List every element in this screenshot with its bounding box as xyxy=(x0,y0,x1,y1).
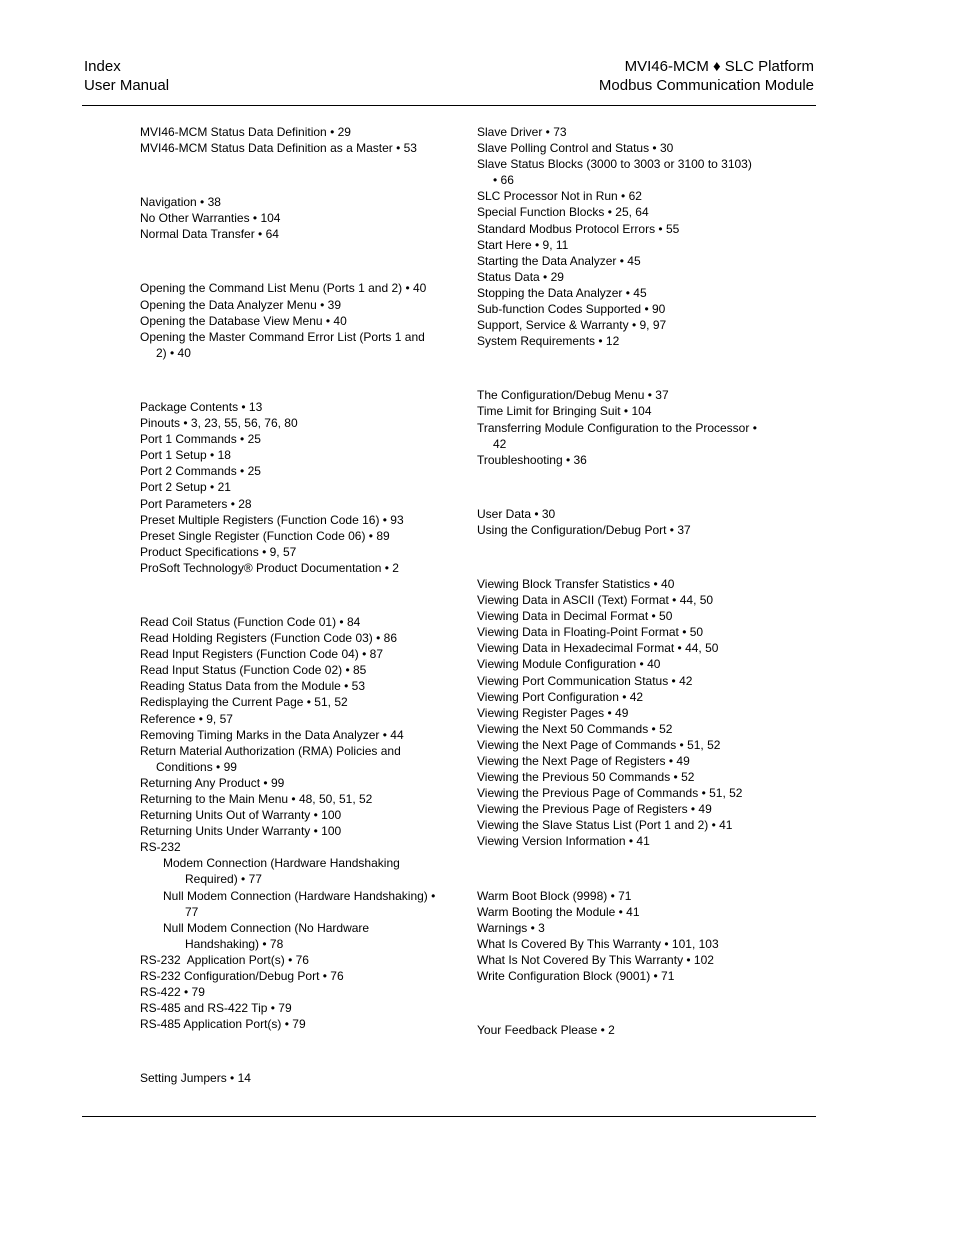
index-entry[interactable]: Using the Configuration/Debug Port • 37 xyxy=(477,522,691,537)
header-doc-type: User Manual xyxy=(84,77,170,94)
index-group-y xyxy=(477,1022,757,1038)
index-entry[interactable]: Read Input Status (Function Code 02) • 85 xyxy=(140,663,367,678)
index-entry[interactable]: Removing Timing Marks in the Data Analyzer • 44 xyxy=(140,727,404,742)
index-entry[interactable]: Redisplaying the Current Page • 51, 52 xyxy=(140,695,348,710)
index-entry[interactable]: The Configuration/Debug Menu • 37 xyxy=(477,388,669,403)
index-entry[interactable]: Viewing Port Configuration • 42 xyxy=(477,689,644,704)
index-group-r xyxy=(140,614,440,1032)
index-subentry[interactable]: Null Modem Connection (Hardware Handshaking) • 77 xyxy=(163,888,436,919)
index-entry[interactable]: Product Specifications • 9, 57 xyxy=(140,544,297,559)
index-entry[interactable]: Opening the Master Command Error List (Ports 1 and 2) • 40 xyxy=(140,329,425,360)
index-entry[interactable]: Slave Polling Control and Status • 30 xyxy=(477,141,674,156)
header-product: MVI46-MCM ♦ SLC Platform xyxy=(624,58,814,75)
index-entry[interactable]: RS-232 Application Port(s) • 76 xyxy=(140,952,309,967)
index-entry[interactable]: Viewing Register Pages • 49 xyxy=(477,705,629,720)
index-entry[interactable]: Special Function Blocks • 25, 64 xyxy=(477,205,649,220)
index-entry[interactable]: RS-485 Application Port(s) • 79 xyxy=(140,1017,306,1032)
index-entry[interactable]: Warnings • 3 xyxy=(477,920,545,935)
header-product-subtitle: Modbus Communication Module xyxy=(598,77,814,94)
index-entry[interactable]: SLC Processor Not in Run • 62 xyxy=(477,189,642,204)
index-entry[interactable]: ProSoft Technology® Product Documentation • 2 xyxy=(140,560,399,575)
index-group-s-cont xyxy=(477,124,757,349)
index-entry[interactable]: Viewing Data in Decimal Format • 50 xyxy=(477,609,673,624)
index-entry[interactable]: Port 1 Setup • 18 xyxy=(140,448,231,463)
index-entry[interactable]: Viewing the Previous 50 Commands • 52 xyxy=(477,770,695,785)
index-entry[interactable]: Preset Single Register (Function Code 06) • 89 xyxy=(140,528,390,543)
index-entry[interactable]: Time Limit for Bringing Suit • 104 xyxy=(477,404,652,419)
index-entry[interactable]: Viewing the Slave Status List (Port 1 and 2) • 41 xyxy=(477,818,733,833)
index-entry[interactable]: Port 2 Setup • 21 xyxy=(140,480,231,495)
index-entry[interactable]: Preset Multiple Registers (Function Code 16) • 93 xyxy=(140,512,404,527)
header-divider xyxy=(82,105,816,106)
index-entry[interactable]: Return Material Authorization (RMA) Policies and Conditions • 99 xyxy=(140,743,401,774)
index-entry[interactable]: Sub-function Codes Supported • 90 xyxy=(477,302,666,317)
index-entry[interactable]: What Is Covered By This Warranty • 101, 103 xyxy=(477,936,719,951)
index-column-left xyxy=(140,124,440,1125)
index-entry[interactable]: RS-232 xyxy=(140,840,181,855)
index-group-m xyxy=(140,124,440,156)
index-subentry[interactable]: Modem Connection (Hardware Handshaking Required) • 77 xyxy=(163,856,400,887)
index-group-t xyxy=(477,387,757,467)
index-entry[interactable]: RS-422 • 79 xyxy=(140,985,205,1000)
index-entry[interactable]: Port 2 Commands • 25 xyxy=(140,464,261,479)
index-entry[interactable]: Read Holding Registers (Function Code 03) • 86 xyxy=(140,631,398,646)
index-entry[interactable]: Viewing Module Configuration • 40 xyxy=(477,657,661,672)
index-entry[interactable]: Viewing the Next Page of Registers • 49 xyxy=(477,754,690,768)
index-entry[interactable]: Viewing Data in ASCII (Text) Format • 44, 50 xyxy=(477,593,714,608)
index-entry[interactable]: Port Parameters • 28 xyxy=(140,496,252,511)
index-entry[interactable]: Viewing Data in Floating-Point Format • 50 xyxy=(477,625,704,640)
index-entry[interactable]: Write Configuration Block (9001) • 71 xyxy=(477,969,675,984)
index-entry[interactable]: Transferring Module Configuration to the Processor • 42 xyxy=(477,420,757,451)
index-entry[interactable]: Viewing Block Transfer Statistics • 40 xyxy=(477,576,675,591)
index-group-o xyxy=(140,280,440,360)
index-entry[interactable]: Status Data • 29 xyxy=(477,269,564,284)
index-entry[interactable]: Viewing Port Communication Status • 42 xyxy=(477,673,693,688)
index-entry[interactable]: Warm Boot Block (9998) • 71 xyxy=(477,888,632,903)
header-left xyxy=(84,57,169,95)
index-entry[interactable]: Returning to the Main Menu • 48, 50, 51, 52 xyxy=(140,792,373,806)
index-entry[interactable]: Package Contents • 13 xyxy=(140,399,263,414)
header-right xyxy=(599,57,814,95)
index-group-n xyxy=(140,194,440,242)
index-entry[interactable]: Viewing the Next 50 Commands • 52 xyxy=(477,721,673,736)
index-entry[interactable]: Starting the Data Analyzer • 45 xyxy=(477,253,641,268)
index-entry[interactable]: Navigation • 38 xyxy=(140,195,221,210)
index-group-p xyxy=(140,399,440,576)
index-entry[interactable]: What Is Not Covered By This Warranty • 102 xyxy=(477,952,714,967)
index-entry[interactable]: Opening the Command List Menu (Ports 1 and 2) • 40 xyxy=(140,281,427,296)
index-group-w xyxy=(477,888,757,985)
index-entry[interactable]: Warm Booting the Module • 41 xyxy=(477,904,640,919)
index-subentry[interactable]: Null Modem Connection (No Hardware Handshaking) • 78 xyxy=(163,920,370,951)
header-section-title: Index xyxy=(84,58,121,75)
index-entry[interactable]: Returning Units Under Warranty • 100 xyxy=(140,824,342,839)
index-entry[interactable]: Opening the Database View Menu • 40 xyxy=(140,313,347,328)
index-entry[interactable]: User Data • 30 xyxy=(477,506,556,521)
index-entry[interactable]: Opening the Data Analyzer Menu • 39 xyxy=(140,297,341,312)
index-entry[interactable]: Viewing the Previous Page of Registers • 49 xyxy=(477,802,712,817)
index-entry[interactable]: Standard Modbus Protocol Errors • 55 xyxy=(477,221,680,236)
index-entry[interactable]: Your Feedback Please • 2 xyxy=(477,1023,615,1038)
index-entry[interactable]: Returning Any Product • 99 xyxy=(140,775,285,790)
index-entry[interactable]: Troubleshooting • 36 xyxy=(477,452,587,467)
index-entry[interactable]: Slave Driver • 73 xyxy=(477,125,567,139)
index-entry[interactable]: Reading Status Data from the Module • 53 xyxy=(140,679,365,694)
index-entry[interactable]: Slave Status Blocks (3000 to 3003 or 3100 to 3103) • 66 xyxy=(477,157,752,188)
index-entry[interactable]: Read Coil Status (Function Code 01) • 84 xyxy=(140,614,361,629)
index-entry[interactable]: Port 1 Commands • 25 xyxy=(140,432,261,447)
index-entry[interactable]: System Requirements • 12 xyxy=(477,334,620,349)
index-entry[interactable]: RS-485 and RS-422 Tip • 79 xyxy=(140,1001,292,1016)
index-entry[interactable]: Support, Service & Warranty • 9, 97 xyxy=(477,318,667,333)
index-group-u xyxy=(477,506,757,538)
index-entry[interactable]: Setting Jumpers • 14 xyxy=(140,1071,251,1086)
index-entry[interactable]: Read Input Registers (Function Code 04) • 87 xyxy=(140,647,383,662)
index-entry[interactable]: Viewing the Previous Page of Commands • 51, 52 xyxy=(477,786,743,801)
index-entry[interactable]: Viewing Version Information • 41 xyxy=(477,834,650,849)
index-group-s xyxy=(140,1070,440,1086)
index-entry[interactable]: Stopping the Data Analyzer • 45 xyxy=(477,285,647,300)
index-entry[interactable]: Start Here • 9, 11 xyxy=(477,237,569,252)
index-entry[interactable]: Normal Data Transfer • 64 xyxy=(140,227,279,242)
index-entry[interactable]: Reference • 9, 57 xyxy=(140,711,233,726)
index-entry[interactable]: Returning Units Out of Warranty • 100 xyxy=(140,808,342,823)
footer-divider xyxy=(82,1116,816,1117)
index-group-v xyxy=(477,576,757,850)
index-entry[interactable]: MVI46-MCM Status Data Definition • 29 xyxy=(140,125,351,139)
index-entry[interactable]: Viewing Data in Hexadecimal Format • 44, 50 xyxy=(477,641,719,656)
index-entry[interactable]: No Other Warranties • 104 xyxy=(140,211,281,226)
index-entry[interactable]: MVI46-MCM Status Data Definition as a Master • 53 xyxy=(140,141,417,156)
index-entry[interactable]: RS-232 Configuration/Debug Port • 76 xyxy=(140,969,344,984)
index-entry[interactable]: Pinouts • 3, 23, 55, 56, 76, 80 xyxy=(140,416,298,431)
index-column-right xyxy=(477,124,757,1076)
index-entry[interactable]: Viewing the Next Page of Commands • 51, 52 xyxy=(477,737,721,752)
